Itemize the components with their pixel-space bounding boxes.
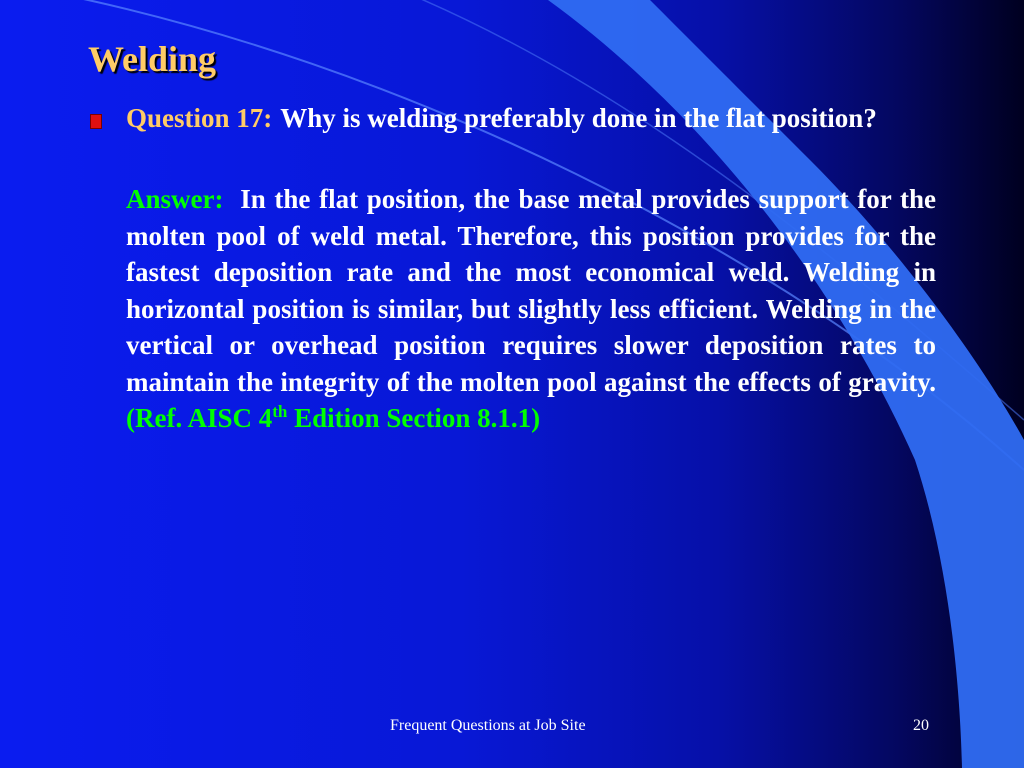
question-text: Why is welding preferably done in the flat position? [280,103,877,133]
red-square-bullet-icon [90,114,102,129]
reference-superscript: th [272,402,288,421]
question-block [126,100,936,137]
footer-title: Frequent Questions at Job Site [390,717,586,734]
reference-citation [126,403,540,433]
reference-suffix: Edition Section 8.1.1) [294,403,541,433]
slide-title: Welding [88,39,217,79]
answer-label: Answer: [126,184,224,214]
answer-block [126,181,936,437]
page-number: 20 [913,717,929,734]
question-label: Question 17: [126,103,273,133]
answer-text: In the flat position, the base metal provides support for the molten pool of weld metal. Therefore, this position provides for the fastest deposition rate and the most economical weld. Welding in horizontal position is similar, but slightly less efficient. Welding in the vertical or overhead position requires slower deposition rates to maintain the integrity of the molten pool against the effects of gravity. [126,184,936,397]
reference-prefix: (Ref. AISC 4 [126,403,273,433]
